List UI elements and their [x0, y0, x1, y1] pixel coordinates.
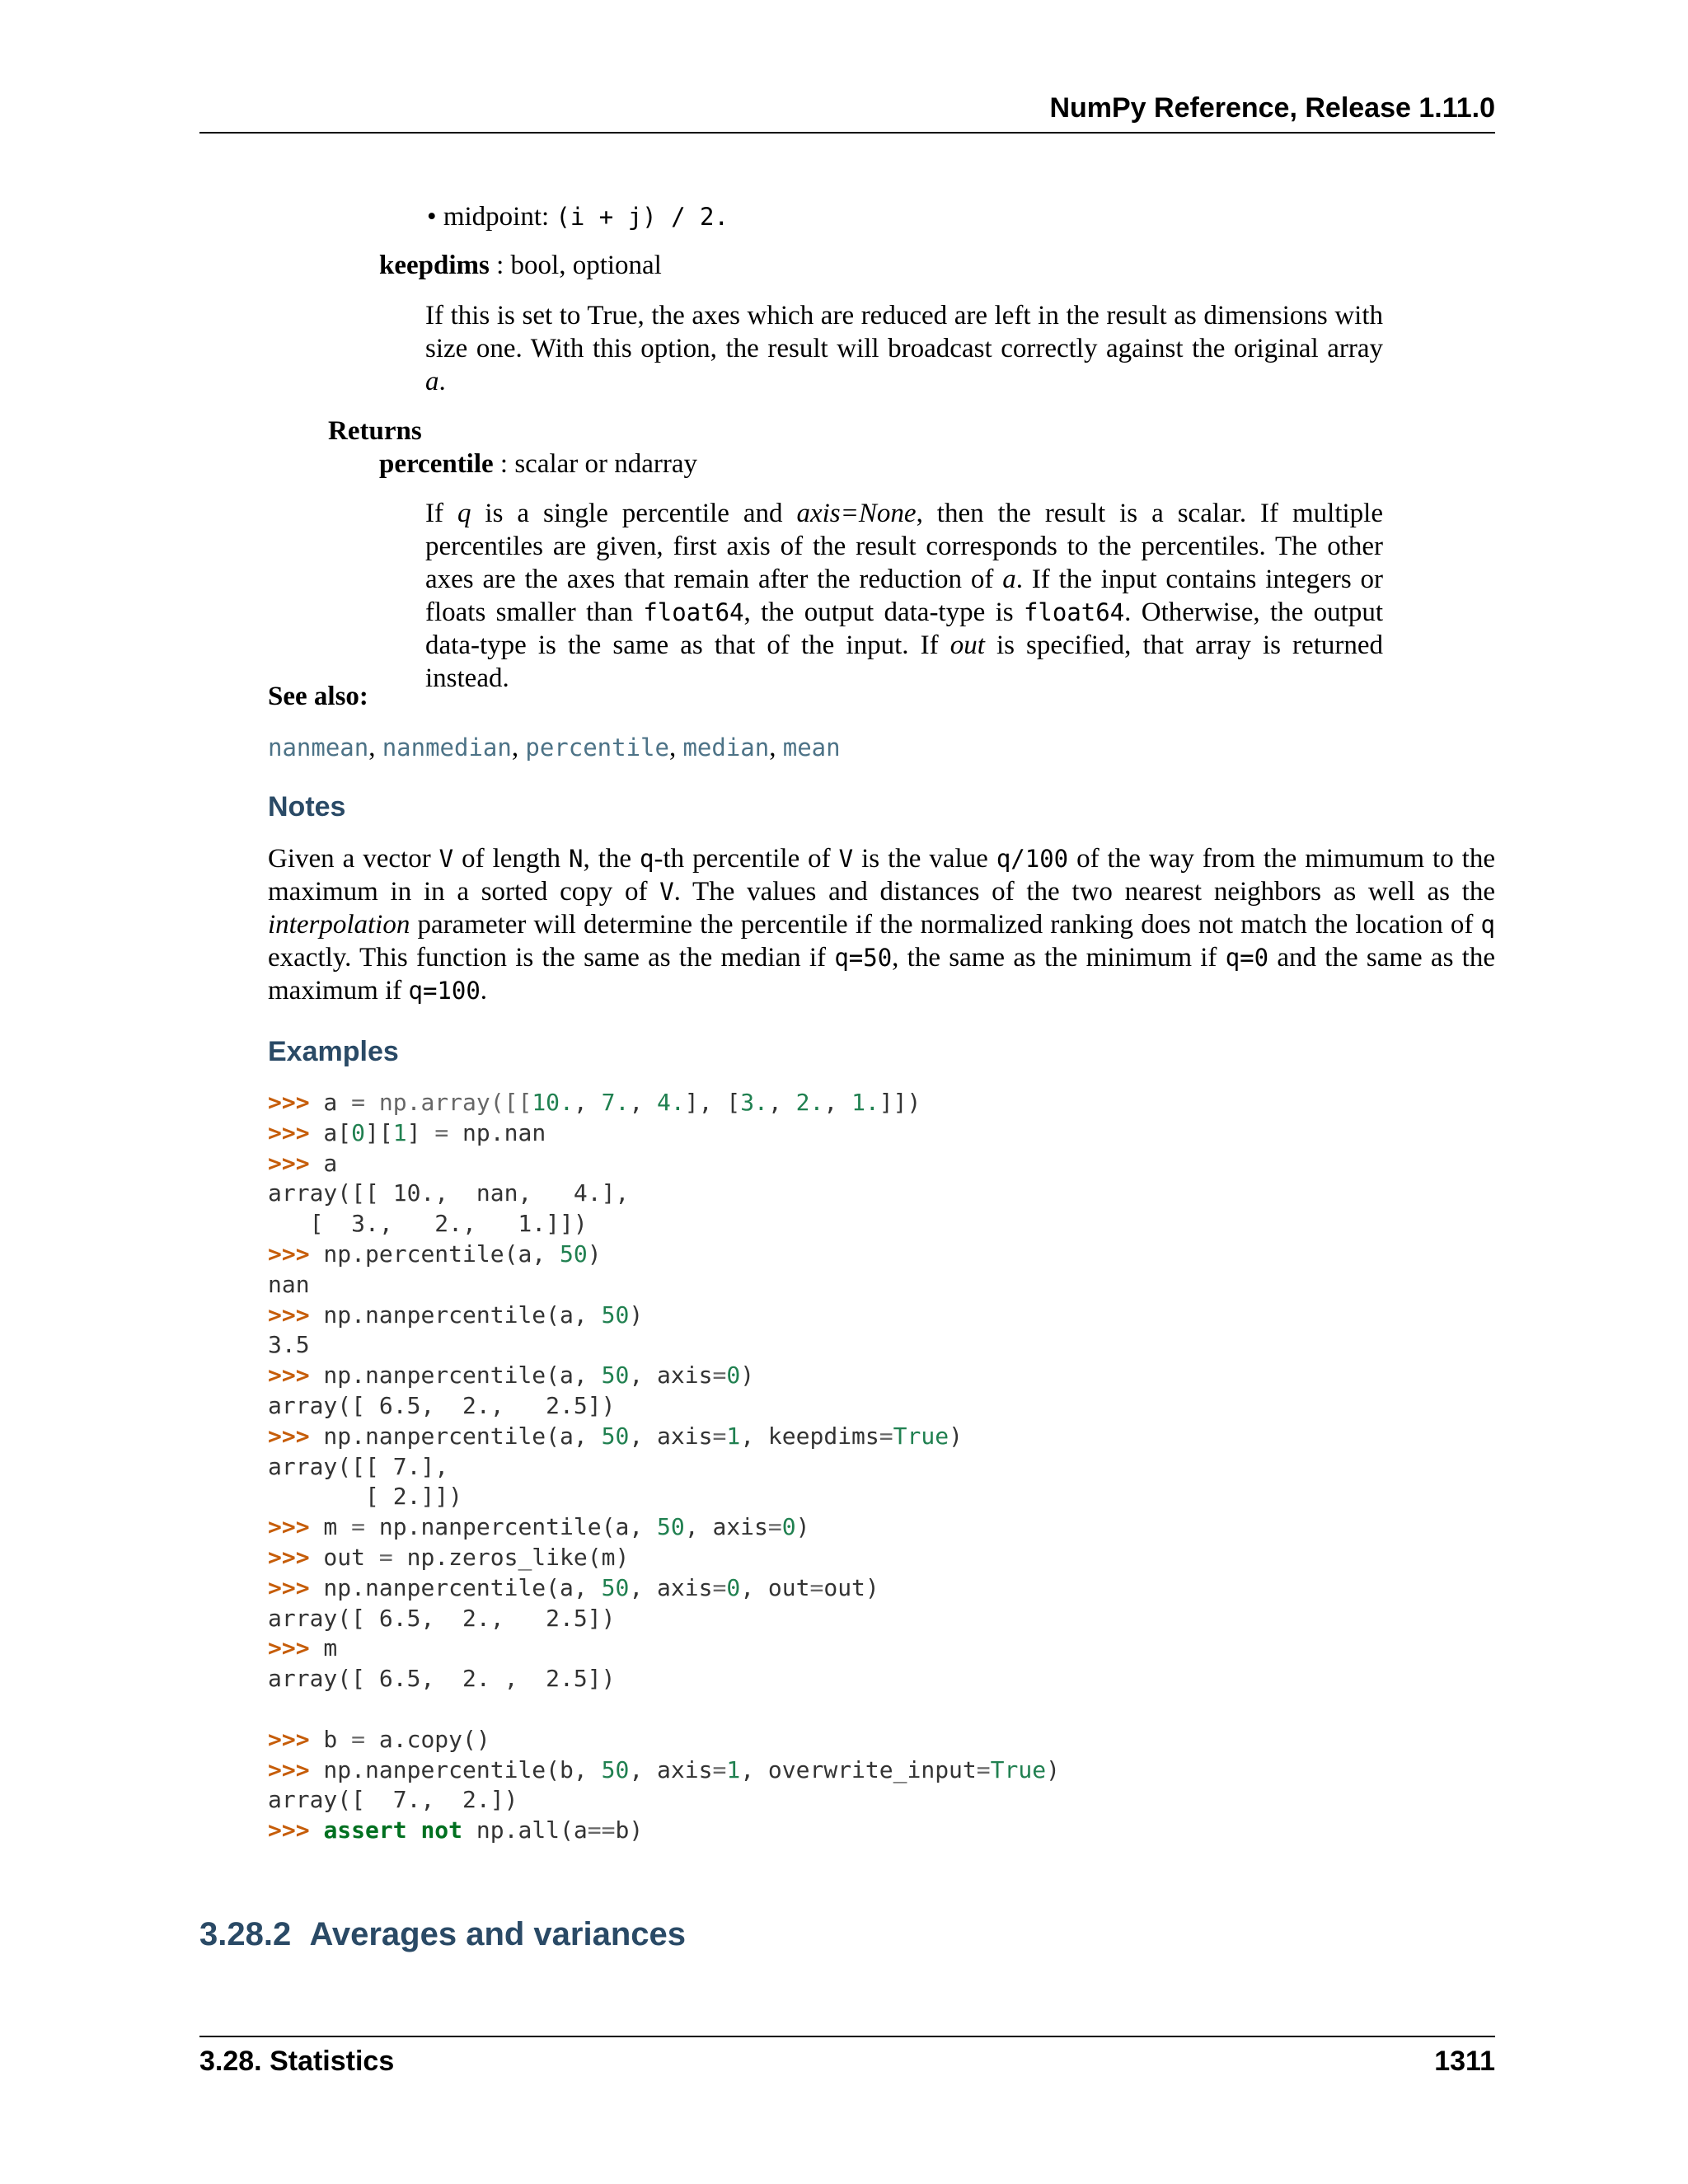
- prompt: >>>: [268, 1513, 310, 1541]
- notes-text: is the value: [853, 844, 996, 874]
- returns-text-5: , the output data-type is: [743, 598, 1024, 627]
- prompt: >>>: [268, 1634, 310, 1662]
- notes-code: q/100: [996, 845, 1069, 873]
- header-title: NumPy Reference, Release 1.11.0: [1049, 92, 1495, 124]
- prompt: >>>: [268, 1240, 310, 1268]
- prompt: >>>: [268, 1543, 310, 1571]
- returns-float64-2: float64: [1023, 598, 1125, 626]
- prompt: >>>: [268, 1816, 310, 1844]
- notes-text: of the way from the mimumum to the maximum in in a sorted copy of: [268, 844, 1495, 907]
- returns-type: : scalar or ndarray: [493, 449, 698, 479]
- midpoint-bullet: [427, 200, 729, 233]
- link-percentile[interactable]: percentile: [525, 733, 669, 762]
- output-line: array([ 6.5, 2., 2.5]): [268, 1391, 616, 1419]
- notes-code: V: [659, 878, 674, 906]
- section-title: Averages and variances: [309, 1916, 687, 1952]
- keepdims-desc-end: .: [438, 367, 446, 396]
- keepdims-desc-text: If this is set to True, the axes which are reduced are left in the result as dimensions with size one. With this option, the result will broadcast correctly against the original array: [425, 301, 1383, 363]
- returns-text-2: is a single percentile and: [471, 499, 797, 528]
- notes-text: , the same as the minimum if: [892, 943, 1226, 972]
- notes-text: . The values and distances of the two nearest neighbors as well as the: [673, 877, 1495, 907]
- output-line: array([ 6.5, 2., 2.5]): [268, 1604, 616, 1632]
- page-header: [199, 92, 1495, 134]
- notes-code: V: [838, 845, 854, 873]
- output-line: array([[ 10., nan, 4.],: [268, 1179, 630, 1207]
- midpoint-code: (i + j) / 2.: [556, 203, 729, 231]
- notes-code: q=0: [1225, 944, 1269, 972]
- prompt: >>>: [268, 1755, 310, 1783]
- bullet-icon: •: [427, 202, 437, 232]
- keepdims-description: [425, 299, 1383, 398]
- output-line: [ 3., 2., 1.]]): [268, 1210, 588, 1238]
- notes-text: exactly. This function is the same as the median if: [268, 943, 835, 972]
- notes-code: q: [640, 845, 654, 873]
- returns-param: [379, 448, 697, 480]
- output-line: array([[ 7.],: [268, 1452, 449, 1480]
- prompt: >>>: [268, 1422, 310, 1450]
- notes-heading: Notes: [268, 791, 346, 823]
- link-mean[interactable]: mean: [782, 733, 841, 762]
- link-median[interactable]: median: [682, 733, 770, 762]
- keepdims-desc-a: a: [425, 367, 439, 396]
- returns-text-4: . If the input contains integers or floats smaller than: [425, 565, 1383, 627]
- midpoint-label: midpoint:: [443, 202, 556, 232]
- returns-description: [425, 497, 1383, 695]
- see-also-heading: See also:: [268, 682, 368, 711]
- link-nanmean[interactable]: nanmean: [268, 733, 369, 762]
- notes-text: parameter will determine the percentile if the normalized ranking does not match the location of: [410, 910, 1481, 940]
- notes-paragraph: [268, 842, 1495, 1007]
- output-line: nan: [268, 1270, 310, 1298]
- returns-heading: Returns: [328, 416, 422, 446]
- link-sep: ,: [511, 733, 526, 762]
- keepdims-name: keepdims: [379, 251, 490, 280]
- notes-text: and the same as the maximum if: [268, 943, 1495, 1005]
- notes-text: -th percentile of: [654, 844, 839, 874]
- notes-code: q=100: [408, 977, 481, 1005]
- prompt: >>>: [268, 1573, 310, 1601]
- notes-code: q=50: [834, 944, 893, 972]
- section-number: 3.28.2: [199, 1916, 292, 1952]
- output-line: array([ 6.5, 2. , 2.5]): [268, 1665, 616, 1693]
- page-footer: [199, 2036, 1495, 2077]
- section-heading: [199, 1916, 686, 1953]
- returns-q: q: [457, 499, 471, 528]
- notes-code: V: [438, 845, 454, 873]
- notes-interpolation: interpolation: [268, 910, 410, 940]
- link-sep: ,: [668, 733, 683, 762]
- returns-axis-none: axis=None: [796, 499, 917, 528]
- link-sep: ,: [769, 733, 783, 762]
- returns-text-7: is specified, that array is returned instead.: [425, 630, 1383, 693]
- notes-code: q: [1480, 911, 1495, 939]
- prompt: >>>: [268, 1725, 310, 1753]
- prompt: >>>: [268, 1301, 310, 1329]
- prompt: >>>: [268, 1118, 310, 1146]
- code-example: >>> a = np.array([[10., 7., 4.], [3., 2., 1.]]) >>> a[0][1] = np.nan >>> a array([[ 10., nan, 4.], [ 3., 2., 1.]]) >>> np.percentile(a, 50) nan >>> np.nanpercentile(a, 50) 3.5 >>> np.nanpercentile(a, 50, axis=0) array([ 6.5, 2., 2.5]) >>> np.nanpercentile(a, 50, axis=1, keepdims=True) array([[ 7.], [ 2.]]) >>> m = np.nanpercentile(a, 50, axis=0) >>> out = np.zeros_like(m) >>> np.nanpercentile(a, 50, axis=0, out=out) array([ 6.5, 2., 2.5]) >>> m array([ 6.5, 2. , 2.5]) >>> b = a.copy() >>> np.nanpercentile(b, 50, axis=1, overwrite_input=True) array([ 7., 2.]) >>> assert not np.all(a==b): [268, 1089, 1060, 1844]
- notes-text: of length: [453, 844, 570, 874]
- link-nanmedian[interactable]: nanmedian: [382, 733, 512, 762]
- output-line: array([ 7., 2.]): [268, 1786, 518, 1814]
- page-number: 1311: [1434, 2046, 1495, 2077]
- keepdims-type: : bool, optional: [489, 251, 662, 280]
- returns-text-1: If: [425, 499, 457, 528]
- examples-heading: Examples: [268, 1036, 399, 1067]
- returns-out: out: [950, 630, 985, 660]
- see-also-links: [268, 731, 841, 764]
- returns-float64-1: float64: [643, 598, 744, 626]
- prompt: >>>: [268, 1089, 310, 1116]
- link-sep: ,: [368, 733, 382, 762]
- prompt: >>>: [268, 1361, 310, 1390]
- footer-section: 3.28. Statistics: [199, 2046, 395, 2077]
- returns-text-6: . Otherwise, the output data-type is the same as that of the input. If: [425, 598, 1383, 660]
- notes-text: .: [480, 976, 488, 1005]
- output-line: [ 2.]]): [268, 1483, 463, 1511]
- keepdims-param: [379, 249, 662, 282]
- notes-text: Given a vector: [268, 844, 439, 874]
- returns-a: a: [1002, 565, 1016, 594]
- notes-text: , the: [583, 844, 640, 874]
- output-line: 3.5: [268, 1331, 310, 1359]
- prompt: >>>: [268, 1149, 310, 1177]
- returns-name: percentile: [379, 449, 494, 479]
- returns-text-3: , then the result is a scalar. If multiple percentiles are given, first axis of the result corresponds to the percentiles. The other axes are the axes that remain after the reduction of: [425, 499, 1383, 594]
- notes-code: N: [569, 845, 584, 873]
